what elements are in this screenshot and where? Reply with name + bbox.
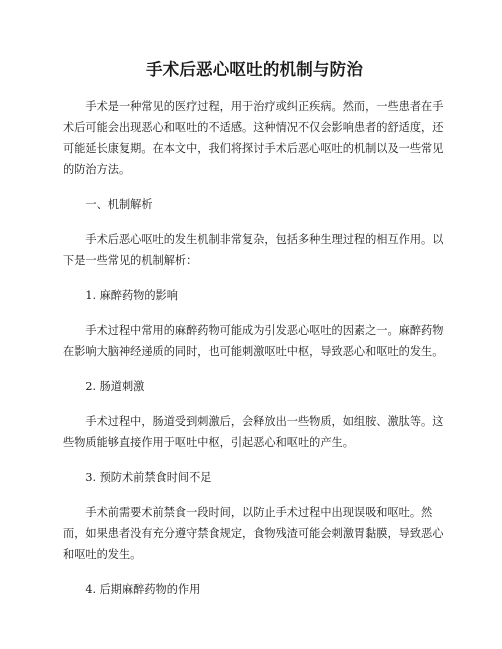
intro-paragraph: 手术是一种常见的医疗过程，用于治疗或纠正疾病。然而，一些患者在手术后可能会出现恶心和呕吐的不适感。这种情况不仅会影响患者的舒适度，还可能延长康复期。在本文中，我们将探讨手术后恶心呕吐的机制以及一些常见的防治方法。 xyxy=(63,100,444,176)
document-title: 手术后恶心呕吐的机制与防治 xyxy=(145,60,364,79)
item4-heading: 4. 后期麻醉药物的作用 xyxy=(85,583,201,596)
spacer xyxy=(63,397,446,411)
spacer xyxy=(63,180,446,194)
spacer xyxy=(63,453,446,467)
spacer xyxy=(63,306,446,320)
spacer xyxy=(63,271,446,285)
item3-paragraph: 手术前需要术前禁食一段时间，以防止手术过程中出现误吸和呕吐。然而，如果患者没有充分遵守禁食规定，食物残渣可能会刺激胃黏膜，导致恶心和呕吐的发生。 xyxy=(63,506,444,561)
spacer xyxy=(63,215,446,229)
section1-intro-paragraph: 手术后恶心呕吐的发生机制非常复杂，包括多种生理过程的相互作用。以下是一些常见的机制解析： xyxy=(63,233,444,267)
section1-heading: 一、机制解析 xyxy=(85,198,153,211)
item2-paragraph: 手术过程中，肠道受到刺激后，会释放出一些物质，如组胺、激肽等。这些物质能够直接作用于呕吐中枢，引起恶心和呕吐的产生。 xyxy=(63,415,444,449)
item3-heading: 3. 预防术前禁食时间不足 xyxy=(85,471,212,484)
item1-paragraph: 手术过程中常用的麻醉药物可能成为引发恶心呕吐的因素之一。麻醉药物在影响大脑神经递质的同时，也可能刺激呕吐中枢，导致恶心和呕吐的发生。 xyxy=(63,324,444,358)
item2-heading: 2. 肠道刺激 xyxy=(85,380,145,393)
spacer xyxy=(63,488,446,502)
spacer xyxy=(63,362,446,376)
spacer xyxy=(63,565,446,579)
item1-heading: 1. 麻醉药物的影响 xyxy=(85,289,178,302)
